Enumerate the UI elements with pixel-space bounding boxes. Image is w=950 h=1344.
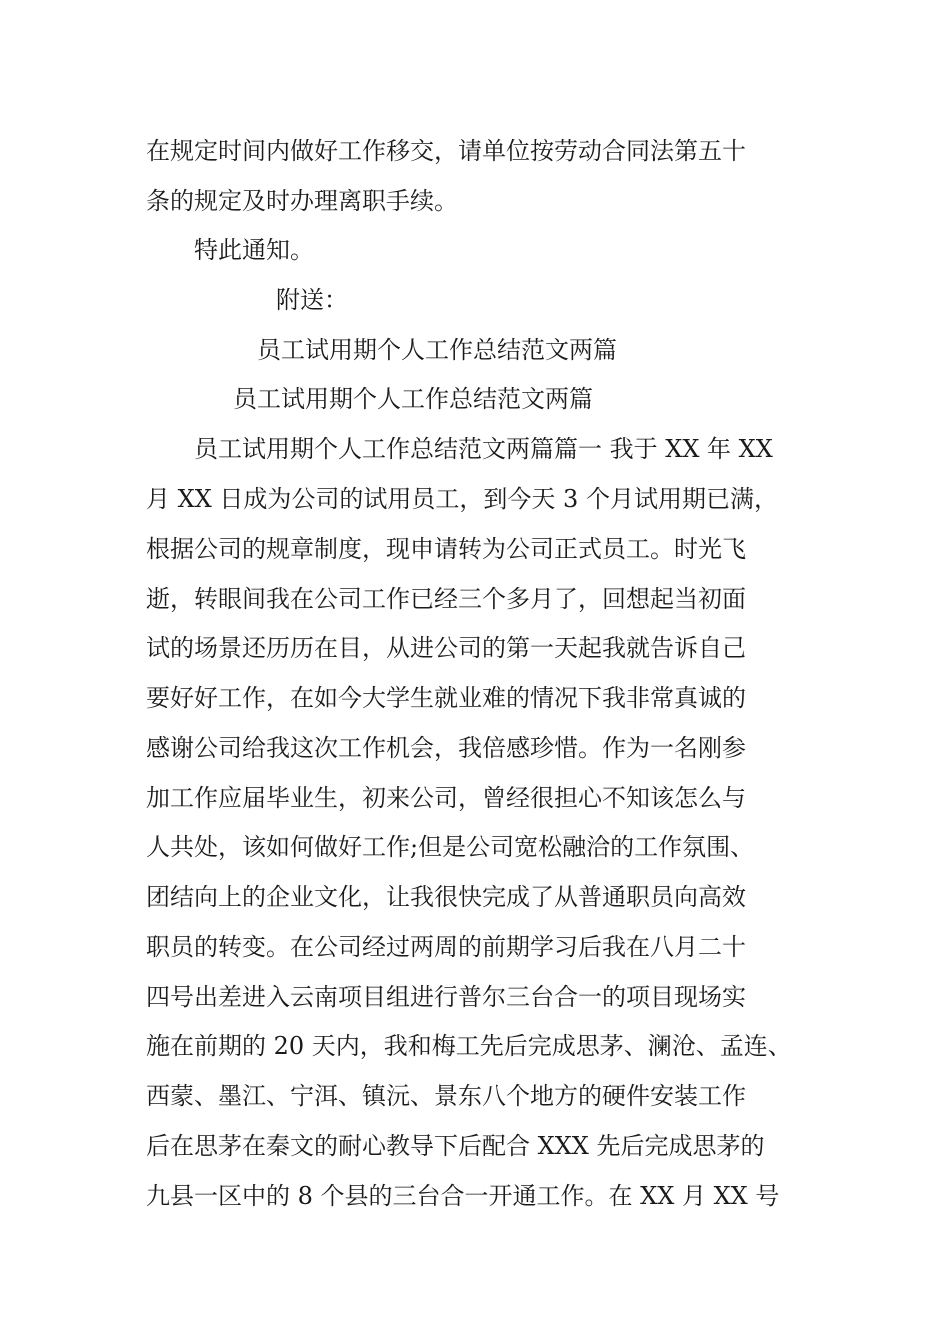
paragraph-line: 感谢公司给我这次工作机会，我倍感珍惜。作为一名刚参 [146,734,746,762]
paragraph-line: 月 XX 日成为公司的试用员工，到今天 3 个月试用期已满， [146,485,778,513]
closing-line: 特此通知。 [194,236,314,264]
text-line: 条的规定及时办理离职手续。 [146,187,458,215]
section-title: 员工试用期个人工作总结范文两篇 [233,385,593,413]
paragraph-line: 团结向上的企业文化，让我很快完成了从普通职员向高效 [146,883,746,911]
paragraph-line: 逝，转眼间我在公司工作已经三个多月了，回想起当初面 [146,585,746,613]
paragraph-line: 员工试用期个人工作总结范文两篇篇一 我于 XX 年 XX [194,435,773,463]
paragraph-line: 人共处，该如何做好工作;但是公司宽松融洽的工作氛围、 [146,833,755,861]
paragraph-line: 后在思茅在秦文的耐心教导下后配合 XXX 先后完成思茅的 [146,1132,765,1160]
attachment-title: 员工试用期个人工作总结范文两篇 [257,336,617,364]
paragraph-line: 施在前期的 20 天内，我和梅工先后完成思茅、澜沧、孟连、 [146,1032,792,1060]
paragraph-line: 根据公司的规章制度，现申请转为公司正式员工。时光飞 [146,535,746,563]
paragraph-line: 要好好工作，在如今大学生就业难的情况下我非常真诚的 [146,684,746,712]
paragraph-line: 西蒙、墨江、宁洱、镇沅、景东八个地方的硬件安装工作 [146,1082,746,1110]
paragraph-line: 四号出差进入云南项目组进行普尔三台合一的项目现场实 [146,983,746,1011]
attachment-label: 附送： [276,286,348,314]
paragraph-line: 九县一区中的 8 个县的三台合一开通工作。在 XX 月 XX 号 [146,1182,780,1210]
paragraph-line: 试的场景还历历在目，从进公司的第一天起我就告诉自己 [146,634,746,662]
text-line: 在规定时间内做好工作移交，请单位按劳动合同法第五十 [146,137,746,165]
paragraph-line: 职员的转变。在公司经过两周的前期学习后我在八月二十 [146,933,746,961]
paragraph-line: 加工作应届毕业生，初来公司，曾经很担心不知该怎么与 [146,784,746,812]
